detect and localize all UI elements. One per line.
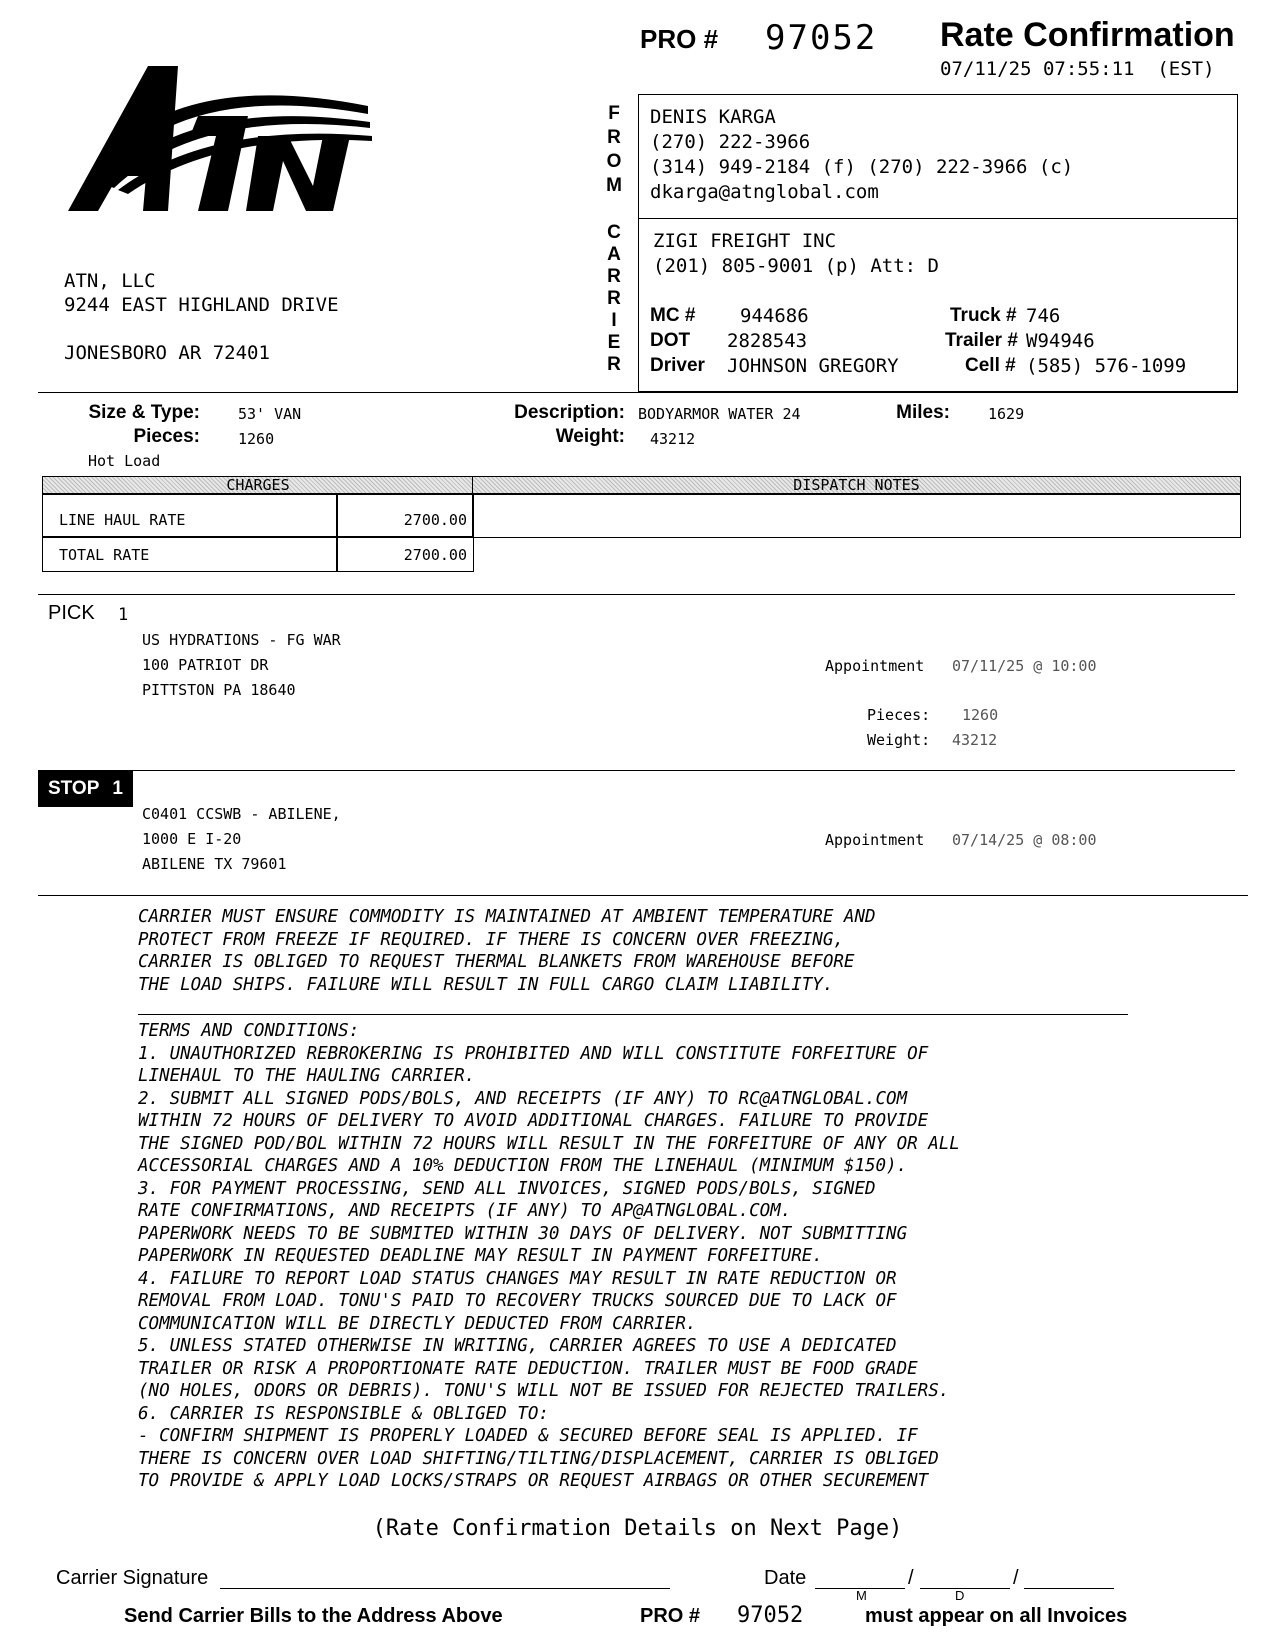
trailer-label: Trailer # [945,330,1018,351]
dot-number: 2828543 [727,330,808,352]
header-rule [38,392,1238,393]
pick-name: US HYDRATIONS - FG WAR [142,631,341,649]
pick-address [142,628,341,703]
carrier-letter: I [611,310,617,331]
charges-header: CHARGES [42,476,474,494]
cell-number: (585) 576-1099 [1026,355,1187,377]
mc-label: MC # [650,305,696,326]
send-bills-note: Send Carrier Bills to the Address Above [124,1605,503,1627]
from-letter: R [607,127,621,148]
stop-badge [38,771,133,807]
atn-logo-graphic [48,66,388,226]
stop-appointment-label: Appointment [825,831,925,849]
description-label: Description: [514,402,625,423]
stop-street: 1000 E I-20 [142,830,242,848]
from-letter: O [606,151,622,172]
company-street: 9244 EAST HIGHLAND DRIVE [64,294,339,316]
company-name: ATN, LLC [64,270,156,292]
pick-label: PICK [48,602,95,624]
section-rule [38,770,1235,771]
from-phone: (270) 222-3966 [650,131,811,153]
driver-name: JOHNSON GREGORY [727,355,899,377]
carrier-letter: R [607,288,621,309]
pick-pieces-label: Pieces: [867,706,931,724]
description-value: BODYARMOR WATER 24 [638,405,801,423]
pieces-value: 1260 [238,430,275,448]
from-name: DENIS KARGA [650,106,776,128]
pro-label: PRO # [640,24,719,54]
commodity-note: CARRIER MUST ENSURE COMMODITY IS MAINTAINED AT AMBIENT TEMPERATURE AND PROTECT FROM FREEZE IF REQUIRED. IF THERE IS CONCERN OVER FREEZING, CARRIER IS OBLIGED TO REQUEST THERMAL BLANKETS FROM WAREHOUSE BEFORE THE LOAD SHIPS. FAILURE WILL RESULT IN FULL CARGO CLAIM LIABILITY. [138,907,876,995]
pro-number: 97052 [765,18,878,58]
from-letter: F [608,103,620,124]
footer-pro-number: 97052 [737,1603,804,1628]
footer-pro-label: PRO # [640,1605,701,1627]
driver-label: Driver [650,355,705,376]
charge-row-amount: 2700.00 [336,494,474,538]
carrier-vertical-label [602,222,626,376]
section-rule [38,594,1235,595]
carrier-name: ZIGI FREIGHT INC [653,230,837,252]
trailer-number: W94946 [1026,330,1095,352]
pick-weight-label: Weight: [867,731,931,749]
charge-row-label: LINE HAUL RATE [42,494,338,538]
miles-label: Miles: [896,402,950,423]
from-letter: M [606,175,622,196]
pick-street: 100 PATRIOT DR [142,656,269,674]
dot-label: DOT [650,330,691,351]
charge-row-label: TOTAL RATE [42,536,338,572]
mc-number: 944686 [740,305,809,327]
date-year-line[interactable] [1024,1588,1114,1589]
size-type-value: 53' VAN [238,405,302,423]
weight-label: Weight: [555,426,625,447]
pick-appointment-value: 07/11/25 @ 10:00 [952,657,1097,675]
company-city: JONESBORO AR 72401 [64,342,270,364]
miles-value: 1629 [988,405,1025,423]
stop-address [142,802,341,877]
from-email: dkarga@atnglobal.com [650,181,879,203]
stop-name: C0401 CCSWB - ABILENE, [142,805,341,823]
size-type-label: Size & Type: [88,402,200,423]
date-day-line[interactable] [920,1588,1010,1589]
pick-city: PITTSTON PA 18640 [142,681,296,699]
day-hint: D [955,1588,965,1603]
pick-weight-value: 43212 [952,731,998,749]
box-divider [638,218,1238,219]
carrier-letter: E [607,332,621,353]
carrier-letter: R [607,266,621,287]
carrier-signature-label: Carrier Signature [56,1567,209,1589]
timestamp: 07/11/25 07:55:11 (EST) [940,58,1215,80]
pieces-label: Pieces: [133,426,200,447]
carrier-letter: C [607,222,621,243]
date-separator: / [1013,1567,1019,1589]
dispatch-notes-header: DISPATCH NOTES [472,476,1241,494]
pick-appointment-label: Appointment [825,657,925,675]
truck-label: Truck # [950,305,1017,326]
pick-pieces-value: 1260 [962,706,999,724]
stop-label: STOP [48,778,100,799]
cell-label: Cell # [965,355,1016,376]
terms-and-conditions: TERMS AND CONDITIONS: 1. UNAUTHORIZED REBROKERING IS PROHIBITED AND WILL CONSTITUTE FORFEITURE OF LINEHAUL TO THE HAULING CARRIER. 2. SUBMIT ALL SIGNED PODS/BOLS, AND RECEIPTS (IF ANY) TO RC@ATNGLOBAL.COM WITHIN 72 HOURS OF DELIVERY TO AVOID ADDITIONAL CHARGES. FAILURE TO PROVIDE THE SIGNED POD/BOL WITHIN 72 HOURS WILL RESULT IN THE FORFEITURE OF ANY OR ALL ACCESSORIAL CHARGES AND A 10% DEDUCTION FROM THE LINEHAUL (MINIMUM $150). 3. FOR PAYMENT PROCESSING, SEND ALL INVOICES, SIGNED PODS/BOLS, SIGNED RATE CONFIRMATIONS, AND RECEIPTS (IF ANY) TO AP@ATNGLOBAL.COM. PAPERWORK NEEDS TO BE SUBMITED WITHIN 30 DAYS OF DELIVERY. NOT SUBMITTING PAPERWORK IN REQUESTED DEADLINE MAY RESULT IN PAYMENT FORFEITURE. 4. FAILURE TO REPORT LOAD STATUS CHANGES MAY RESULT IN RATE REDUCTION OR REMOVAL FROM LOAD. TONU'S PAID TO RECOVERY TRUCKS SOURCED DUE TO LACK OF COMMUNICATION WILL BE DIRECTLY DEDUCTED FROM CARRIER. 5. UNLESS STATED OTHERWISE IN WRITING, CARRIER AGREES TO USE A DEDICATED TRAILER OR RISK A PROPORTIONATE RATE DEDUCTION. TRAILER MUST BE FOOD GRADE (NO HOLES, ODORS OR DEBRIS). TONU'S WILL NOT BE ISSUED FOR REJECTED TRAILERS. 6. CARRIER IS RESPONSIBLE & OBLIGED TO: - CONFIRM SHIPMENT IS PROPERLY LOADED & SECURED BEFORE SEAL IS APPLIED. IF THERE IS CONCERN OVER LOAD SHIFTING/TILTING/DISPLACEMENT, CARRIER IS OBLIGED TO PROVIDE & APPLY LOAD LOCKS/STRAPS OR REQUEST AIRBAGS OR OTHER SECUREMENT [138,1021,960,1491]
pick-number: 1 [118,605,129,625]
carrier-signature-line[interactable] [220,1588,670,1589]
hot-load-flag: Hot Load [88,452,161,470]
carrier-letter: R [607,354,621,375]
stop-city: ABILENE TX 79601 [142,855,287,873]
date-label: Date [764,1567,807,1589]
dispatch-notes-area [472,494,1241,538]
stop-appointment-value: 07/14/25 @ 08:00 [952,831,1097,849]
from-vertical-label [602,102,626,198]
atn-logo [48,66,388,231]
notes-rule [138,1014,1128,1015]
truck-number: 746 [1026,305,1061,327]
carrier-phone: (201) 805-9001 (p) Att: D [653,255,939,277]
month-hint: M [856,1588,867,1603]
from-phones: (314) 949-2184 (f) (270) 222-3966 (c) [650,156,1074,178]
weight-value: 43212 [650,430,696,448]
next-page-note: (Rate Confirmation Details on Next Page) [372,1516,903,1541]
date-separator: / [908,1567,914,1589]
page-title: Rate Confirmation [940,16,1235,54]
section-rule [38,895,1248,896]
carrier-letter: A [607,244,621,265]
stop-number: 1 [112,778,123,799]
invoice-note: must appear on all Invoices [865,1605,1128,1627]
charge-row-amount: 2700.00 [336,536,474,572]
